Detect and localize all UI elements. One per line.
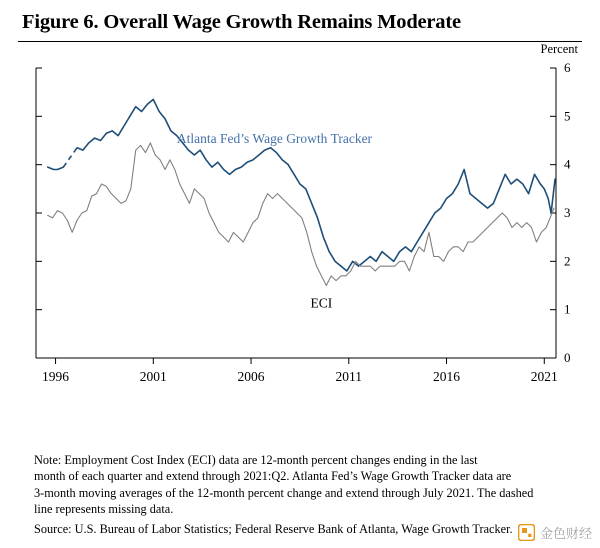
svg-text:2001: 2001: [139, 369, 167, 384]
chart-plot-area: [0, 58, 600, 438]
watermark-label: 金色财经: [539, 526, 592, 541]
svg-text:1996: 1996: [42, 369, 70, 384]
title-divider: [18, 41, 582, 42]
svg-text:4: 4: [564, 156, 571, 172]
wage-growth-line-chart: [0, 58, 600, 438]
svg-text:0: 0: [564, 350, 571, 365]
page-title: Figure 6. Overall Wage Growth Remains Moderate: [22, 11, 461, 33]
chart-source: Source: U.S. Bureau of Labor Statistics; Federal Reserve Bank of Atlanta, Wage Growth Tracker.: [34, 522, 513, 536]
svg-text:1: 1: [564, 301, 571, 317]
svg-text:2011: 2011: [335, 369, 363, 384]
note-line-3: 3-month moving averages of the 12-month percent change and extend through July 2021. The dashed: [34, 485, 534, 500]
note-line-4: line represents missing data.: [34, 502, 174, 517]
axis-unit-label: Percent: [540, 42, 578, 56]
series-annotation: Atlanta Fed’s Wage Growth Tracker: [176, 130, 373, 146]
note-line-2: month of each quarter and extend through 2021:Q2. Atlanta Fed’s Wage Growth Tracker data are: [34, 469, 512, 484]
watermark: [518, 523, 592, 542]
note-line-1: Note: Employment Cost Index (ECI) data are 12-month percent changes ending in the last: [34, 453, 478, 467]
series-annotation: ECI: [310, 295, 333, 311]
svg-text:2021: 2021: [530, 369, 558, 384]
svg-text:2: 2: [564, 253, 571, 269]
watermark-logo-icon: [518, 524, 535, 541]
svg-text:2006: 2006: [237, 369, 265, 384]
svg-text:6: 6: [564, 60, 571, 75]
chart-notes: [34, 452, 570, 517]
svg-text:3: 3: [564, 205, 571, 220]
svg-text:5: 5: [564, 108, 571, 124]
svg-text:2016: 2016: [433, 369, 461, 384]
